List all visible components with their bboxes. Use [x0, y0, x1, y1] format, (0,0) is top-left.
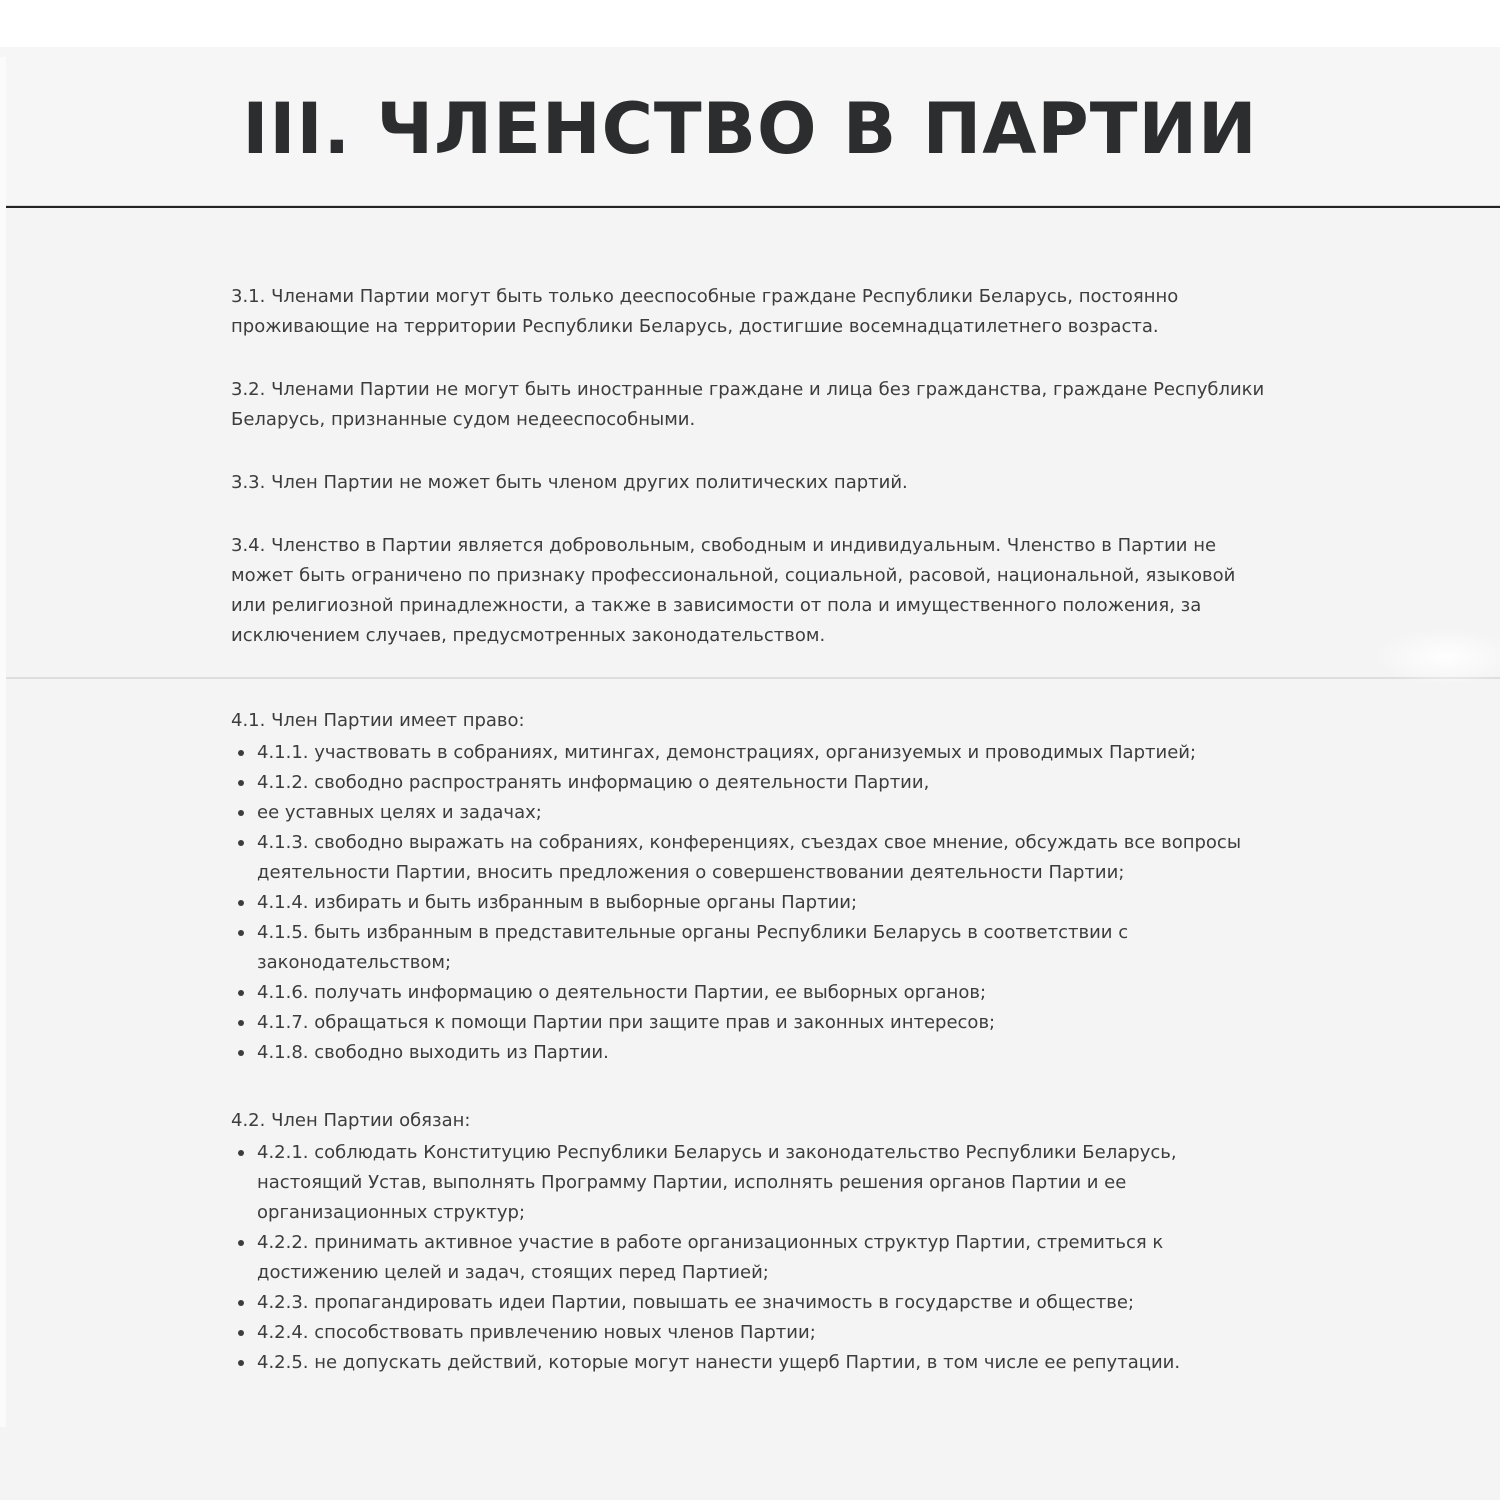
list-item: 4.1.7. обращаться к помощи Партии при защите прав и законных интересов; [231, 1008, 1270, 1038]
list-item: 4.1.6. получать информацию о деятельности Партии, ее выборных органов; [231, 978, 1270, 1008]
top-band [0, 0, 1500, 47]
left-edge-strip [0, 57, 6, 1427]
paragraph-3-1: 3.1. Членами Партии могут быть только дееспособные граждане Республики Беларусь, постоянно проживающие на территории Республики Беларусь, достигшие восемнадцатилетнего возраста. [231, 286, 1179, 337]
articles-section [0, 679, 1500, 1378]
list-item: 4.1.5. быть избранным в представительные органы Республики Беларусь в соответствии с законодательством; [231, 918, 1270, 978]
paragraph-3-3: 3.3. Член Партии не может быть членом других политических партий. [231, 472, 908, 493]
list-item: ее уставных целях и задачах; [231, 798, 1270, 828]
membership-section [0, 208, 1500, 677]
page-title: III. ЧЛЕНСТВО В ПАРТИИ [242, 88, 1258, 170]
hero-section [0, 47, 1500, 205]
list-item: 4.2.2. принимать активное участие в работе организационных структур Партии, стремиться к достижению целей и задач, стоящих перед Партией; [231, 1228, 1270, 1288]
list-item: 4.1.8. свободно выходить из Партии. [231, 1038, 1270, 1068]
list-item: 4.2.3. пропагандировать идеи Партии, повышать ее значимость в государстве и обществе; [231, 1288, 1270, 1318]
list-item: 4.1.4. избирать и быть избранным в выборные органы Партии; [231, 888, 1270, 918]
duties-header: 4.2. Член Партии обязан: [231, 1110, 471, 1131]
rights-list [231, 738, 1270, 1068]
list-item: 4.2.1. соблюдать Конституцию Республики Беларусь и законодательство Республики Беларусь, настоящий Устав, выполнять Программу Партии, исполнять решения органов Партии и ее организационных структур; [231, 1138, 1270, 1228]
list-item: 4.1.2. свободно распространять информацию о деятельности Партии, [231, 768, 1270, 798]
content-area [0, 208, 1500, 1378]
rights-header: 4.1. Член Партии имеет право: [231, 710, 525, 731]
list-item: 4.2.4. способствовать привлечению новых членов Партии; [231, 1318, 1270, 1348]
list-item: 4.2.5. не допускать действий, которые могут нанести ущерб Партии, в том числе ее репутации. [231, 1348, 1270, 1378]
list-item: 4.1.1. участвовать в собраниях, митингах, демонстрациях, организуемых и проводимых Партией; [231, 738, 1270, 768]
paragraph-3-4: 3.4. Членство в Партии является добровольным, свободным и индивидуальным. Членство в Партии не может быть ограничено по признаку профессиональной, социальной, расовой, национальной, языковой или религиозной принадлежности, а также в зависимости от пола и имущественного положения, за исключением случаев, предусмотренных законодательством. [231, 535, 1236, 646]
duties-list [231, 1138, 1270, 1378]
paragraph-3-2: 3.2. Членами Партии не могут быть иностранные граждане и лица без гражданства, граждане Республики Беларусь, признанные судом недееспособными. [231, 379, 1265, 430]
list-item: 4.1.3. свободно выражать на собраниях, конференциях, съездах свое мнение, обсуждать все вопросы деятельности Партии, вносить предложения о совершенствовании деятельности Партии; [231, 828, 1270, 888]
